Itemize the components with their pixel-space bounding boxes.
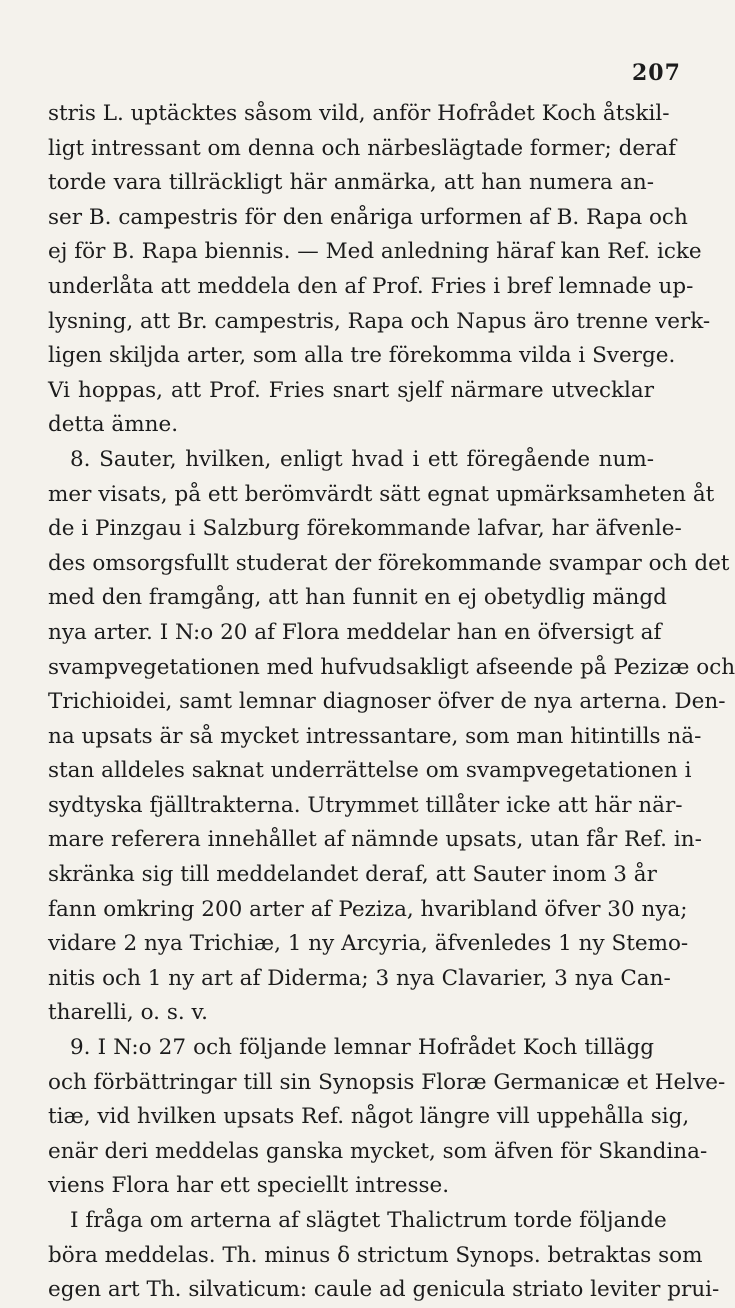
- text-line: Trichioidei, samt lemnar diagnoser öfver de nya arterna. Den-: [48, 689, 726, 715]
- text-line: och förbättringar till sin Synopsis Floræ Germanicæ et Helve-: [48, 1069, 726, 1095]
- text-line: Vi hoppas, att Prof. Fries snart sjelf närmare utvecklar: [48, 377, 654, 403]
- text-line: des omsorgsfullt studerat der förekommande svampar och det: [48, 550, 730, 576]
- text-line: ligt intressant om denna och närbeslägtade former; deraf: [48, 135, 677, 161]
- text-line: med den framgång, att han funnit en ej obetydlig mängd: [48, 585, 667, 611]
- text-line: sydtyska fjälltrakterna. Utrymmet tillåter icke att här när-: [48, 792, 683, 818]
- text-line: stris L. uptäcktes såsom vild, anför Hofrådet Koch åtskil-: [48, 101, 670, 126]
- text-line: 9. I N:o 27 och följande lemnar Hofrådet Koch tillägg: [70, 1035, 654, 1061]
- text-line: egen art Th. silvaticum: caule ad genicula striato leviter prui-: [48, 1277, 720, 1303]
- text-line: fann omkring 200 arter af Peziza, hvaribland öfver 30 nya;: [48, 896, 688, 922]
- text-line: tharelli, o. s. v.: [48, 1000, 208, 1026]
- text-line: ser B. campestris för den enåriga urformen af B. Rapa och: [48, 204, 688, 230]
- text-line: ej för B. Rapa biennis. — Med anledning häraf kan Ref. icke: [48, 239, 702, 265]
- text-line: skränka sig till meddelandet deraf, att Sauter inom 3 år: [48, 862, 657, 888]
- text-line: nitis och 1 ny art af Diderma; 3 nya Clavarier, 3 nya Can-: [48, 965, 671, 991]
- text-line: böra meddelas. Th. minus δ strictum Synops. betraktas som: [48, 1242, 703, 1268]
- text-line: lysning, att Br. campestris, Rapa och Napus äro trenne verk-: [48, 308, 711, 334]
- text-line: nya arter. I N:o 20 af Flora meddelar han en öfversigt af: [48, 619, 662, 645]
- text-line: detta ämne.: [48, 412, 179, 438]
- text-line: 8. Sauter, hvilken, enligt hvad i ett föregående num-: [70, 446, 654, 472]
- text-line: ligen skiljda arter, som alla tre förekomma vilda i Sverge.: [48, 343, 676, 369]
- text-line: de i Pinzgau i Salzburg förekommande lafvar, har äfvenle-: [48, 516, 682, 542]
- text-line: vidare 2 nya Trichiæ, 1 ny Arcyria, äfvenledes 1 ny Stemo-: [48, 931, 689, 957]
- text-line: viens Flora har ett speciellt intresse.: [48, 1173, 450, 1199]
- text-line: na upsats är så mycket intressantare, som man hitintills nä-: [48, 723, 702, 749]
- text-line: svampvegetationen med hufvudsakligt afseende på Pezizæ och: [48, 654, 735, 680]
- text-line: mer visats, på ett berömvärdt sätt egnat upmärksamheten åt: [48, 481, 715, 507]
- body-text: [48, 97, 735, 1308]
- text-line: enär deri meddelas ganska mycket, som äfven för Skandina-: [48, 1138, 708, 1164]
- text-line: underlåta att meddela den af Prof. Fries i bref lemnade up-: [48, 273, 694, 299]
- text-line: stan alldeles saknat underrättelse om svampvegetationen i: [48, 758, 692, 784]
- text-line: mare referera innehållet af nämnde upsats, utan får Ref. in-: [48, 827, 702, 853]
- text-line: I fråga om arterna af slägtet Thalictrum torde följande: [70, 1208, 667, 1233]
- text-line: tiæ, vid hvilken upsats Ref. något längre vill uppehålla sig,: [48, 1104, 690, 1130]
- page-number: 207: [632, 60, 681, 86]
- text-line: torde vara tillräckligt här anmärka, att han numera an-: [48, 170, 654, 196]
